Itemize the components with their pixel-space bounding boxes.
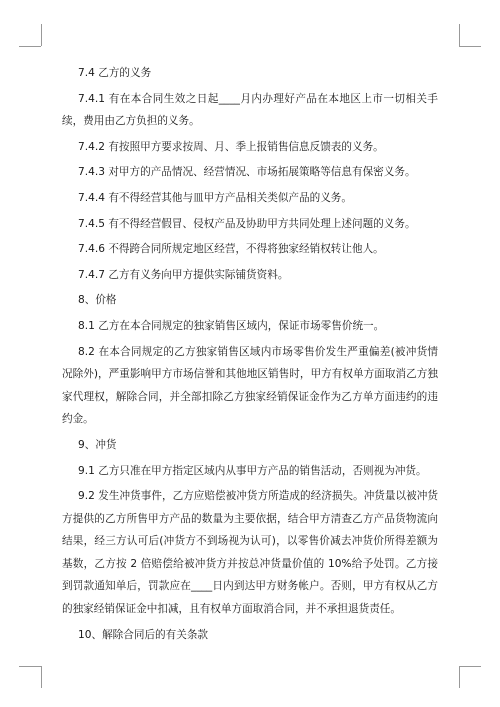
section-heading-8: 8、价格 [78,294,117,307]
clause-9-2: 9.2 发生冲货事件，乙方应赔偿被冲货方所造成的经济损失。冲货量以被冲货方提供的乙方所售甲方产品的数量为主要依据，结合甲方清查乙方产品货物流向结果，经三方认可后(冲货方不到场视为认可)，以零售价减去冲货价所得差额为基数，乙方按 2 倍赔偿给被冲货方并按总冲货量价值的 10%给予处罚。乙方接到罚款通知单后，罚款应在____日内到达甲方财务帐户。否则，甲方有权从乙方的独家经销保证金中扣减，且有权单方面取消合同，并不承担退货责任。 [62,490,438,616]
section-heading-10: 10、解除合同后的有关条款 [78,628,209,641]
crop-mark-bottom-right [459,666,481,667]
clause-8-1: 8.1 乙方在本合同规定的独家销售区域内，保证市场零售价统一。 [78,319,385,332]
clause-7-4-3: 7.4.3 对甲方的产品情况、经营情况、市场拓展策略等信息有保密义务。 [78,166,416,179]
clause-9-1: 9.1 乙方只准在甲方指定区域内从事甲方产品的销售活动，否则视为冲货。 [78,464,427,477]
crop-mark-top-right [459,46,481,47]
document-body [62,62,438,646]
section-heading-7-4: 7.4 乙方的义务 [78,67,152,79]
crop-mark-bottom-left [19,666,41,667]
clause-7-4-7: 7.4.7 乙方有义务向甲方提供实际铺货资料。 [78,268,289,281]
clause-7-4-6: 7.4.6 不得跨合同所规定地区经营，不得将独家经销权转让他人。 [78,243,384,256]
crop-mark-top-right [459,24,460,46]
clause-8-2: 8.2 在本合同规定的乙方独家销售区域内市场零售价发生严重偏差(被冲货情况除外)，严重影响甲方市场信誉和其他地区销售时，甲方有权单方面取消乙方独家代理权，解除合同，并全部扣除乙方独家经销保证金作为乙方单方面违约的违约金。 [62,345,438,426]
clause-7-4-2: 7.4.2 有按照甲方要求按周、月、季上报销售信息反馈表的义务。 [78,140,384,153]
clause-7-4-5: 7.4.5 有不得经营假冒、侵权产品及协助甲方共同处理上述问题的义务。 [78,217,416,230]
crop-mark-top-left [41,24,42,46]
crop-mark-bottom-left [41,666,42,688]
clause-7-4-4: 7.4.4 有不得经营其他与皿甲方产品相关类似产品的义务。 [78,191,352,204]
section-heading-9: 9、冲货 [78,438,117,451]
crop-mark-top-left [19,46,41,47]
clause-7-4-1: 7.4.1 有在本合同生效之日起____月内办理好产品在本地区上市一切相关手续，费用由乙方负担的义务。 [62,92,438,128]
crop-mark-bottom-right [459,666,460,688]
